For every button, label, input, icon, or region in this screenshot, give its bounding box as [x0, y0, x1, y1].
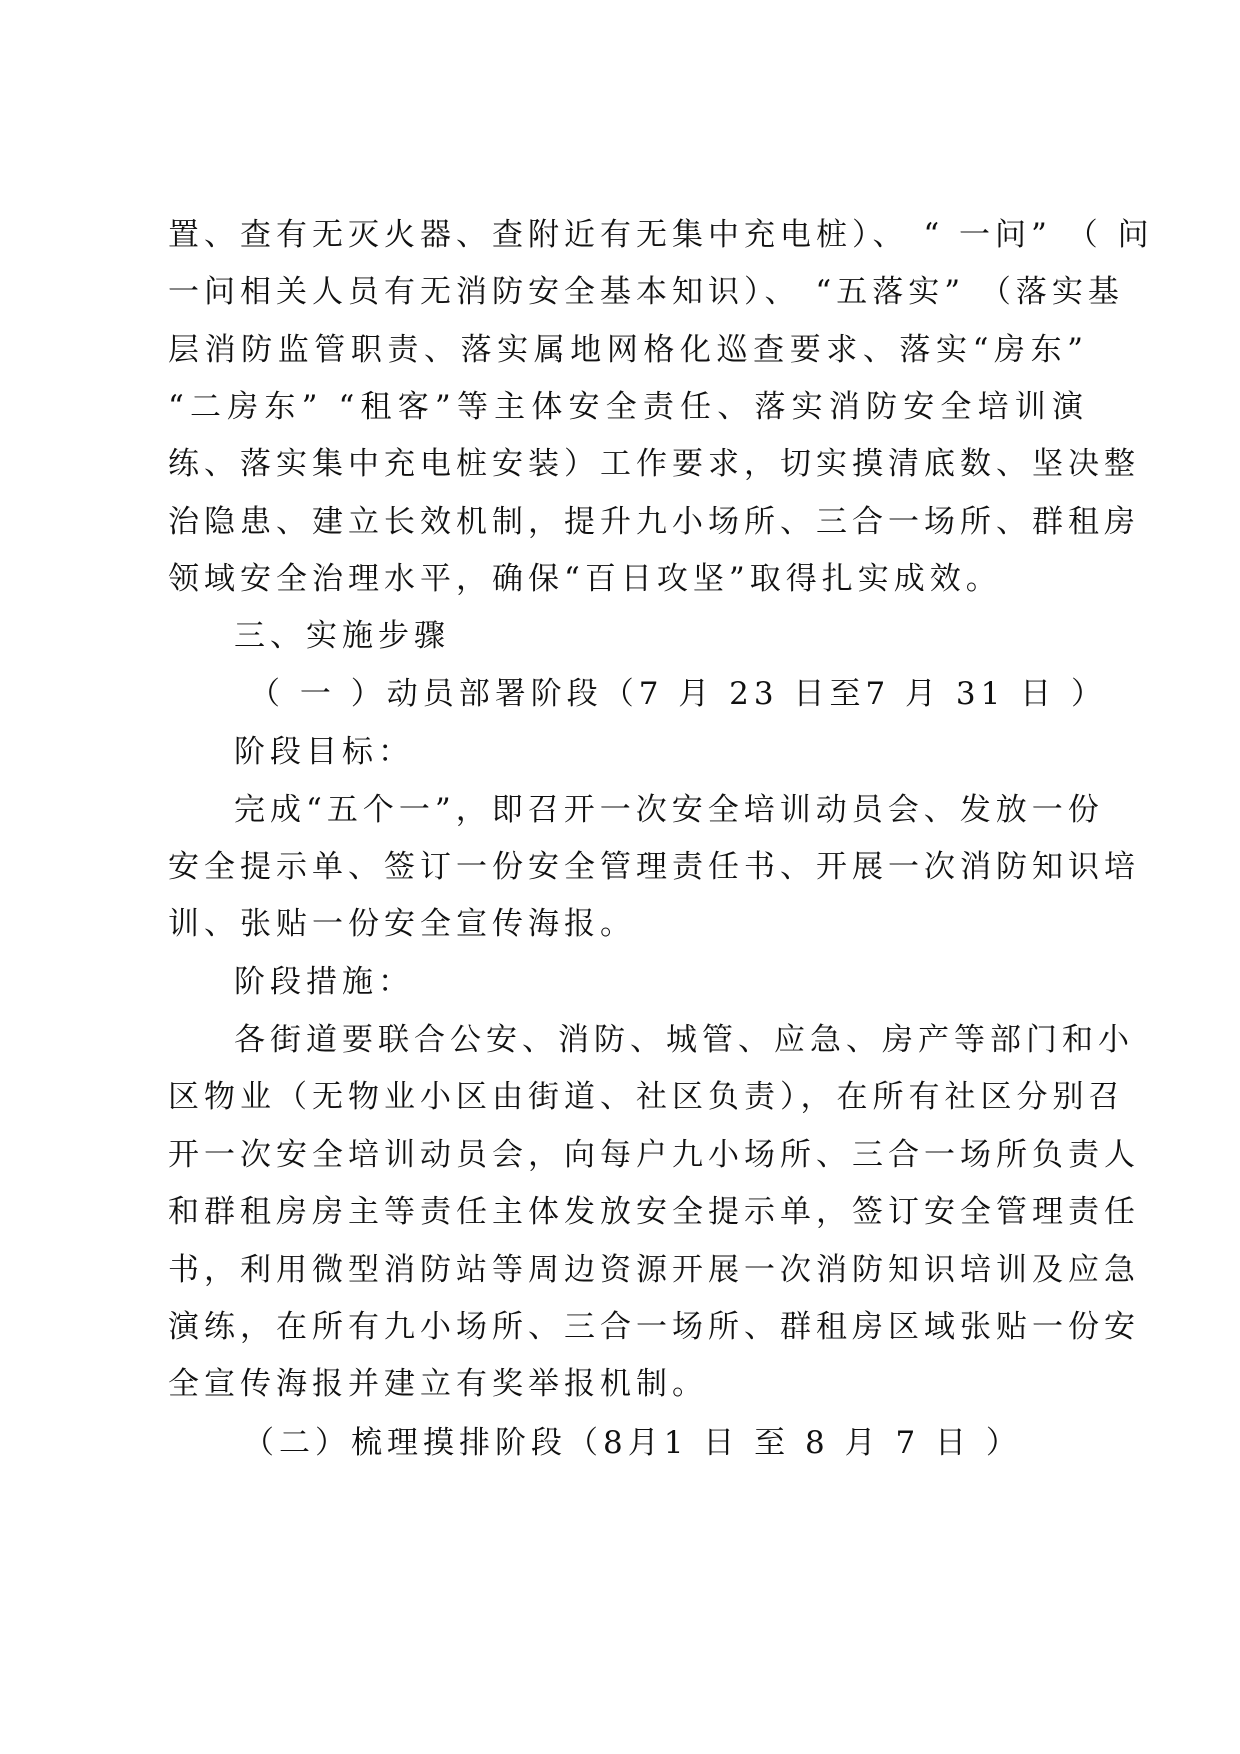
- body-text-line: 书，利用微型消防站等周边资源开展一次消防知识培训及应急: [168, 1252, 1140, 1288]
- body-text-line: 治隐患、建立长效机制，提升九小场所、三合一场所、群租房: [168, 504, 1140, 540]
- body-text-line: 置、查有无灭火器、查附近有无集中充电桩）、 “ 一问” （ 问: [168, 217, 1154, 253]
- body-text-line: 和群租房房主等责任主体发放安全提示单，签订安全管理责任: [168, 1194, 1140, 1230]
- body-text-line: 各街道要联合公安、消防、城管、应急、房产等部门和小: [234, 1022, 1134, 1058]
- stage-measures-label: 阶段措施：: [234, 964, 414, 1000]
- body-text-line: 训、张贴一份安全宣传海报。: [168, 906, 636, 942]
- subsection-heading: （ 一 ）动员部署阶段（7 月 23 日至7 月 31 日 ）: [249, 676, 1108, 712]
- body-text-line: 完成“五个一”，即召开一次安全培训动员会、发放一份: [234, 792, 1104, 828]
- body-text-line: 全宣传海报并建立有奖举报机制。: [168, 1366, 708, 1402]
- body-text-line: 领域安全治理水平，确保“百日攻坚”取得扎实成效。: [168, 561, 1002, 597]
- body-text-line: 区物业（无物业小区由街道、社区负责），在所有社区分别召: [168, 1079, 1125, 1115]
- body-text-line: 开一次安全培训动员会，向每户九小场所、三合一场所负责人: [168, 1137, 1140, 1173]
- body-text-line: 练、落实集中充电桩安装）工作要求，切实摸清底数、坚决整: [168, 446, 1140, 482]
- body-text-line: 一问相关人员有无消防安全基本知识）、 “五落实” （落实基: [168, 274, 1124, 310]
- subsection-heading: （二）梳理摸排阶段（8月1 日 至 8 月 7 日 ）: [243, 1425, 1022, 1461]
- stage-goal-label: 阶段目标：: [234, 734, 414, 770]
- section-heading: 三、实施步骤: [234, 618, 450, 654]
- body-text-line: 安全提示单、签订一份安全管理责任书、开展一次消防知识培: [168, 849, 1140, 885]
- body-text-line: “二房东” “租客”等主体安全责任、落实消防安全培训演: [168, 389, 1088, 425]
- body-text-line: 层消防监管职责、落实属地网格化巡查要求、落实“房东”: [168, 332, 1088, 368]
- body-text-line: 演练，在所有九小场所、三合一场所、群租房区域张贴一份安: [168, 1309, 1140, 1345]
